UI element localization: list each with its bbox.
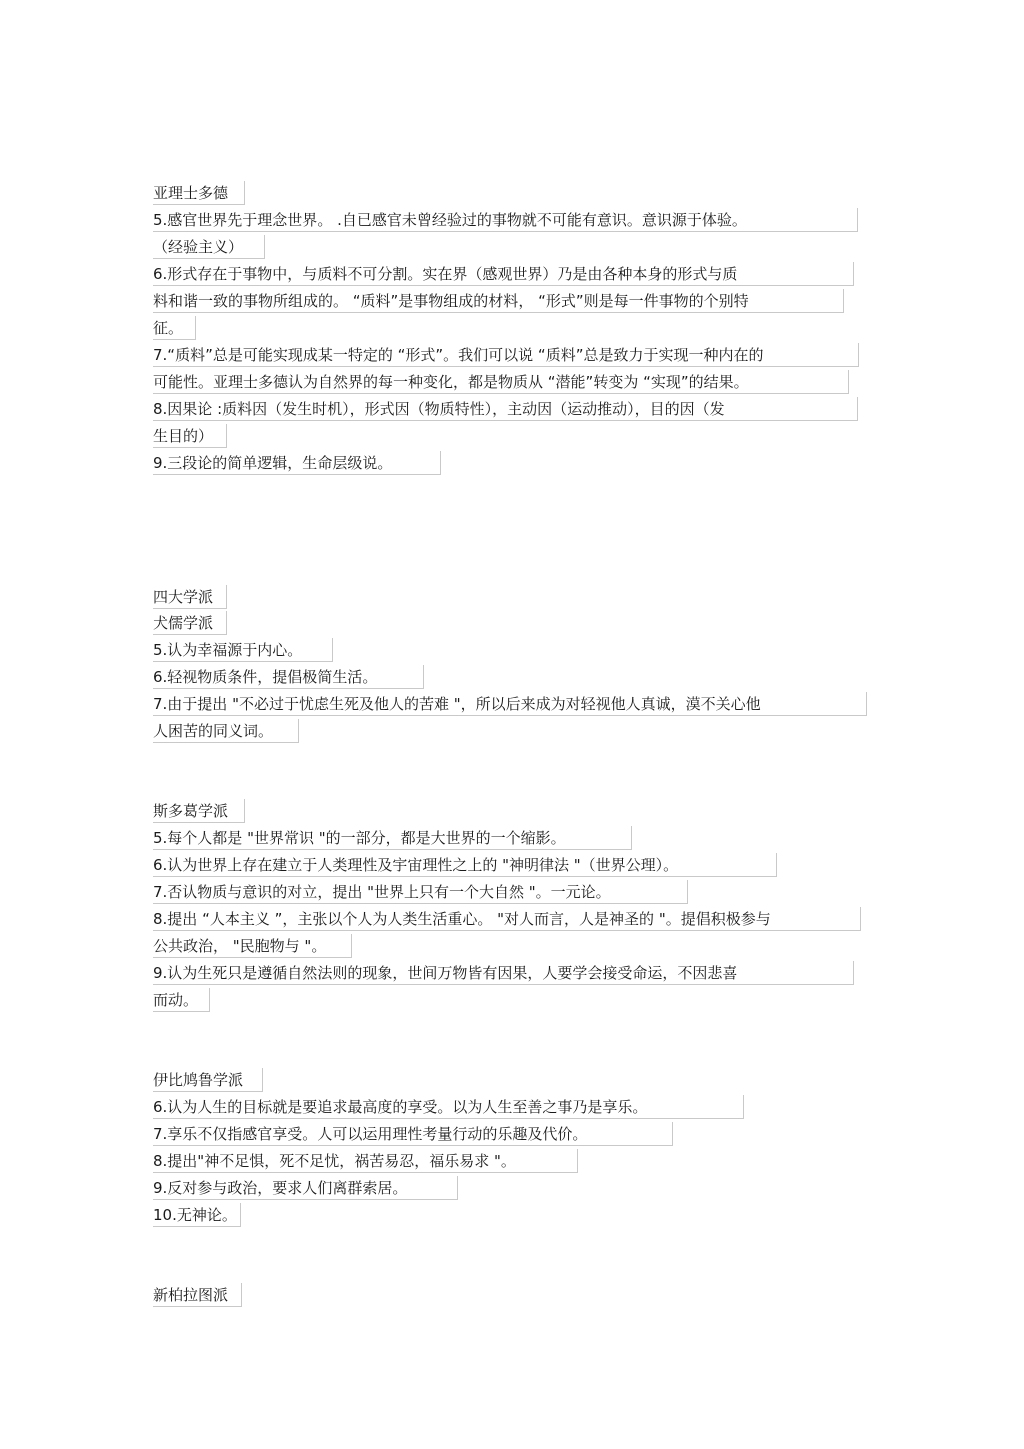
text-line: 而动。 <box>153 988 210 1012</box>
text-line: 9.三段论的简单逻辑，生命层级说。 <box>153 451 441 475</box>
text-line: 料和谐一致的事物所组成的。 “质料”是事物组成的材料， “形式”则是每一件事物的个别特 <box>153 289 844 313</box>
section-heading: 四大学派 <box>153 585 227 609</box>
text-line: 7.“质料”总是可能实现成某一特定的 “形式”。我们可以说 “质料”总是致力于实现一种内在的 <box>153 343 859 367</box>
text-line: 7.由于提出 "不必过于忧虑生死及他人的苦难 "，所以后来成为对轻视他人真诚，漠不关心他 <box>153 692 867 716</box>
text-line: 公共政治， "民胞物与 "。 <box>153 934 352 958</box>
section-heading: 犬儒学派 <box>153 611 227 635</box>
text-line: 人困苦的同义词。 <box>153 719 299 743</box>
section-heading: 新柏拉图派 <box>153 1283 242 1307</box>
text-line: 征。 <box>153 316 196 340</box>
text-line: 8.提出 “人本主义 ”，主张以个人为人类生活重心。 "对人而言，人是神圣的 "。提倡积极参与 <box>153 907 861 931</box>
text-line: 5.认为幸福源于内心。 <box>153 638 333 662</box>
text-line: 10.无神论。 <box>153 1203 241 1227</box>
text-line: 生目的） <box>153 424 227 448</box>
text-line: 6.认为人生的目标就是要追求最高度的享受。以为人生至善之事乃是享乐。 <box>153 1095 744 1119</box>
text-line: 5.感官世界先于理念世界。 .自已感官未曾经验过的事物就不可能有意识。意识源于体验。 <box>153 208 858 232</box>
text-line: 6.轻视物质条件，提倡极简生活。 <box>153 665 424 689</box>
text-line: （经验主义） <box>153 235 265 259</box>
text-line: 5.每个人都是 "世界常识 "的一部分，都是大世界的一个缩影。 <box>153 826 632 850</box>
text-line: 9.反对参与政治，要求人们离群索居。 <box>153 1176 458 1200</box>
text-line: 9.认为生死只是遵循自然法则的现象，世间万物皆有因果，人要学会接受命运，不因悲喜 <box>153 961 854 985</box>
section-heading: 亚理士多德 <box>153 181 245 205</box>
text-line: 7.享乐不仅指感官享受。人可以运用理性考量行动的乐趣及代价。 <box>153 1122 673 1146</box>
text-line: 8.提出"神不足惧，死不足忧，祸苦易忍，福乐易求 "。 <box>153 1149 578 1173</box>
section-heading: 伊比鸠鲁学派 <box>153 1068 263 1092</box>
text-line: 6.认为世界上存在建立于人类理性及宇宙理性之上的 "神明律法 "（世界公理）。 <box>153 853 777 877</box>
section-heading: 斯多葛学派 <box>153 799 245 823</box>
text-line: 可能性。亚理士多德认为自然界的每一种变化，都是物质从 “潜能”转变为 “实现”的结果。 <box>153 370 849 394</box>
text-line: 7.否认物质与意识的对立，提出 "世界上只有一个大自然 "。一元论。 <box>153 880 688 904</box>
text-line: 8.因果论 :质料因（发生时机），形式因（物质特性），主动因（运动推动），目的因（发 <box>153 397 858 421</box>
text-line: 6.形式存在于事物中，与质料不可分割。实在界（感观世界）乃是由各种本身的形式与质 <box>153 262 854 286</box>
